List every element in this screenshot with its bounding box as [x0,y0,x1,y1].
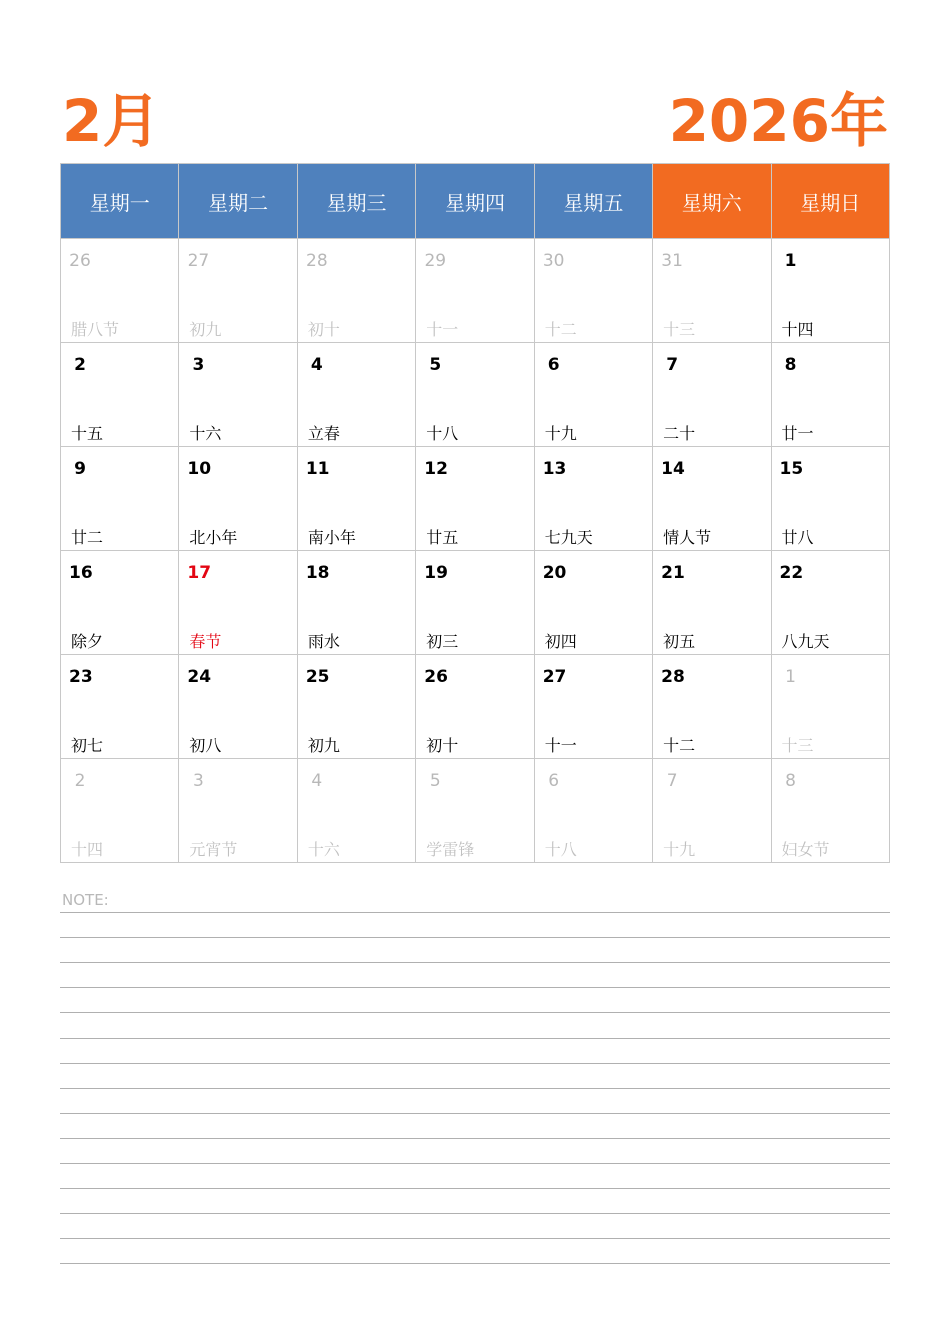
day-number: 26 [69,251,91,271]
lunar-date: 十一 [426,320,459,339]
day-cell[interactable] [179,551,297,655]
day-number: 13 [542,459,567,479]
lunar-date: 情人节 [663,528,712,547]
lunar-date: 初九 [307,736,340,755]
day-cell[interactable] [653,655,771,759]
day-cell[interactable] [416,343,534,447]
day-number: 9 [74,459,86,479]
weekday-header-tue: 星期二 [179,164,297,239]
note-line [60,987,890,988]
day-cell[interactable] [179,239,297,343]
lunar-date: 腊八节 [71,320,120,339]
day-number: 5 [429,355,442,375]
lunar-date: 妇女节 [781,840,830,859]
note-line [60,1263,890,1264]
note-line [60,962,890,963]
day-number: 6 [548,771,560,791]
day-cell[interactable] [771,343,889,447]
day-number: 29 [424,251,447,271]
day-number: 4 [311,771,323,791]
day-cell[interactable] [534,239,652,343]
week-row [61,447,890,551]
lunar-date: 廿五 [426,528,459,547]
calendar-body [61,239,890,863]
lunar-date: 初十 [426,736,459,755]
day-number: 1 [784,251,797,271]
day-cell[interactable] [297,447,415,551]
day-number: 23 [69,667,93,687]
lunar-date: 二十 [663,424,696,443]
day-number: 28 [661,667,685,687]
weekday-header-sun: 星期日 [771,164,889,239]
lunar-date: 学雷锋 [426,840,475,859]
note-line [60,1063,890,1064]
day-cell[interactable] [534,343,652,447]
notes-label: NOTE: [62,891,109,909]
note-line [60,1113,890,1114]
lunar-date: 廿一 [781,424,814,443]
week-row [61,239,890,343]
lunar-date: 初八 [189,736,222,755]
day-cell[interactable] [61,343,179,447]
day-number: 27 [542,667,567,687]
lunar-date: 八九天 [781,632,830,651]
day-cell[interactable] [771,551,889,655]
day-cell[interactable] [653,551,771,655]
day-number: 26 [424,667,448,687]
weekday-header-row [61,164,890,239]
day-number: 6 [547,355,560,375]
note-line [60,937,890,938]
lunar-date: 初四 [544,632,577,651]
day-number: 15 [779,459,804,479]
lunar-date: 十六 [307,840,340,859]
day-number: 8 [785,771,796,791]
day-number: 27 [187,251,210,271]
day-cell[interactable] [297,655,415,759]
lunar-date: 初三 [426,632,459,651]
lunar-date: 初十 [307,320,340,339]
day-number: 24 [187,667,212,687]
lunar-date: 初七 [71,736,104,755]
day-cell[interactable] [297,343,415,447]
day-number: 2 [74,355,86,375]
day-cell[interactable] [297,239,415,343]
day-cell[interactable] [61,447,179,551]
lunar-date: 十八 [544,840,577,859]
day-number: 3 [193,771,204,791]
lunar-date: 十九 [663,840,696,859]
note-line [60,1038,890,1039]
day-number: 10 [187,459,212,479]
day-number: 7 [666,771,678,791]
day-number: 20 [542,563,567,583]
day-number: 31 [661,251,683,271]
lunar-date: 十五 [71,424,104,443]
weekday-header-wed: 星期三 [297,164,415,239]
note-line [60,1012,890,1013]
week-row [61,655,890,759]
lunar-date: 立春 [307,424,340,443]
day-cell[interactable] [771,759,889,863]
lunar-date: 七九天 [544,528,593,547]
month-title: 2月 [62,87,161,155]
week-row [61,343,890,447]
week-row [61,759,890,863]
day-cell[interactable] [61,655,179,759]
note-line [60,912,890,913]
lunar-date: 南小年 [307,528,356,547]
day-number: 1 [785,667,796,687]
day-cell[interactable] [534,551,652,655]
day-number: 19 [424,563,448,583]
note-line [60,1188,890,1189]
note-line [60,1163,890,1164]
day-number: 12 [424,459,448,479]
day-number: 4 [310,355,323,375]
lunar-date: 初九 [189,320,222,339]
lunar-date: 初五 [663,632,696,651]
day-cell[interactable] [179,655,297,759]
day-cell[interactable] [416,551,534,655]
weekday-header-mon: 星期一 [61,164,179,239]
day-number: 18 [305,563,330,583]
lunar-date: 十三 [781,736,814,755]
day-number: 28 [306,251,328,271]
day-number: 14 [661,459,685,479]
lunar-date: 除夕 [71,632,104,651]
day-number: 11 [305,459,330,479]
note-line [60,1088,890,1089]
weekday-header-thu: 星期四 [416,164,534,239]
day-cell[interactable] [653,239,771,343]
day-cell[interactable] [771,239,889,343]
day-cell[interactable] [416,655,534,759]
lunar-date: 十九 [544,424,577,443]
note-line [60,1213,890,1214]
day-cell[interactable] [61,239,179,343]
day-number: 3 [192,355,205,375]
lunar-date: 十四 [71,840,104,859]
week-row [61,551,890,655]
day-cell[interactable] [416,239,534,343]
note-line [60,1238,890,1239]
lunar-date: 雨水 [307,632,340,651]
lunar-date: 十二 [544,320,577,339]
weekday-header-sat: 星期六 [653,164,771,239]
day-cell[interactable] [534,655,652,759]
calendar-grid [60,163,890,863]
day-number: 22 [779,563,804,583]
day-cell[interactable] [534,447,652,551]
lunar-date: 廿二 [71,528,104,547]
day-number: 2 [74,771,86,791]
day-cell[interactable] [771,447,889,551]
day-number: 7 [666,355,679,375]
day-cell[interactable] [416,759,534,863]
day-cell[interactable] [297,759,415,863]
day-number: 17 [187,563,212,583]
lunar-date: 北小年 [189,528,238,547]
day-number: 21 [661,563,685,583]
day-number: 8 [784,355,797,375]
lunar-date: 廿八 [781,528,814,547]
lunar-date: 十六 [189,424,222,443]
year-title: 2026年 [668,87,888,155]
day-cell[interactable] [416,447,534,551]
lunar-date: 春节 [189,632,222,651]
lunar-date: 十二 [663,736,696,755]
day-cell[interactable] [297,551,415,655]
note-line [60,1138,890,1139]
day-number: 30 [542,251,565,271]
day-cell[interactable] [179,447,297,551]
day-cell[interactable] [653,759,771,863]
day-cell[interactable] [534,759,652,863]
day-cell[interactable] [653,343,771,447]
day-number: 5 [429,771,441,791]
day-cell[interactable] [179,343,297,447]
lunar-date: 十四 [781,320,814,339]
lunar-date: 十三 [663,320,696,339]
lunar-date: 十一 [544,736,577,755]
weekday-header-fri: 星期五 [534,164,652,239]
lunar-date: 元宵节 [189,840,238,859]
day-number: 16 [69,563,93,583]
day-cell[interactable] [61,759,179,863]
lunar-date: 十八 [426,424,459,443]
day-cell[interactable] [653,447,771,551]
day-cell[interactable] [61,551,179,655]
day-cell[interactable] [771,655,889,759]
day-cell[interactable] [179,759,297,863]
day-number: 25 [305,667,330,687]
